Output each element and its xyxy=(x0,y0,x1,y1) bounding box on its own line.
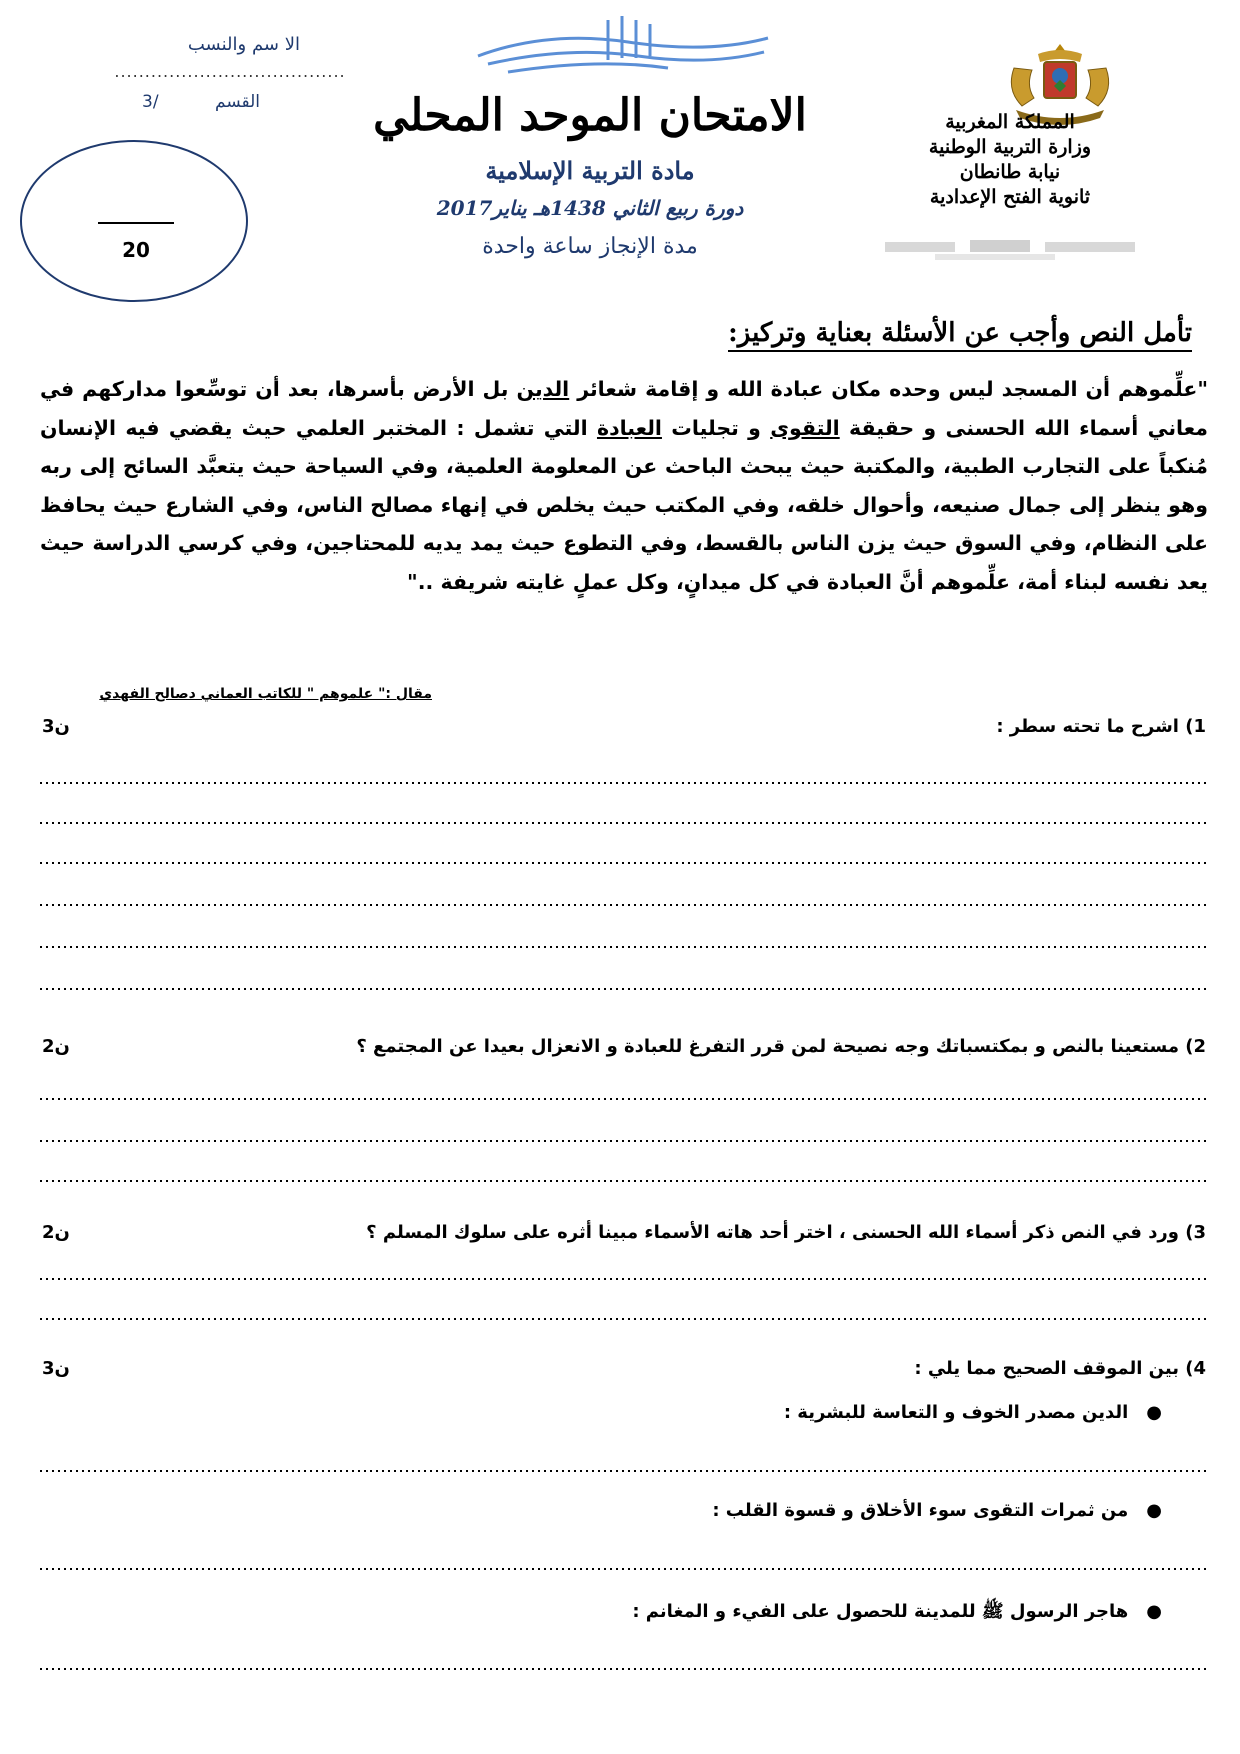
question-4-points: 3ن xyxy=(42,1358,70,1379)
question-1: 1) اشرح ما تحته سطر : xyxy=(996,716,1206,737)
statement-item xyxy=(712,1500,1162,1521)
answer-line[interactable] xyxy=(40,904,1208,906)
exam-duration: مدة الإنجاز ساعة واحدة xyxy=(482,234,698,259)
org-line: وزارة التربية الوطنية xyxy=(928,136,1092,158)
passage-text xyxy=(40,370,1208,601)
grade-total: 20 xyxy=(122,238,150,262)
bullet-icon: ● xyxy=(1146,1601,1162,1622)
class-label: القسم xyxy=(215,92,260,112)
question-1-points: 3ن xyxy=(42,716,70,737)
question-2-points: 2ن xyxy=(42,1036,70,1057)
passage-segment: "علِّموهم أن المسجد ليس وحده مكان عبادة الله و إقامة شعائر xyxy=(569,377,1208,401)
answer-line[interactable] xyxy=(40,988,1208,990)
answer-line[interactable] xyxy=(40,1140,1208,1142)
statement-item xyxy=(784,1402,1162,1423)
answer-line[interactable] xyxy=(40,782,1208,784)
statement-item xyxy=(632,1600,1162,1626)
underlined-word: العبادة xyxy=(596,415,662,440)
student-name-label: الا سم والنسب xyxy=(187,34,300,55)
org-line: المملكة المغربية xyxy=(945,111,1075,133)
answer-line[interactable] xyxy=(40,946,1208,948)
bullet-icon: ● xyxy=(1146,1402,1162,1423)
question-3-points: 2ن xyxy=(42,1222,70,1243)
question-3: 3) ورد في النص ذكر أسماء الله الحسنى ، اختر أحد هاته الأسماء مبينا أثره على سلوك المسلم ؟ xyxy=(366,1222,1206,1243)
answer-line[interactable] xyxy=(40,1568,1208,1570)
question-2: 2) مستعينا بالنص و بمكتسباتك وجه نصيحة لمن قرر التفرغ للعبادة و الانعزال بعيدا عن المجتمع ؟ xyxy=(356,1036,1206,1057)
org-line: نيابة طانطان xyxy=(959,161,1061,183)
class-value: 3/ xyxy=(142,92,159,112)
instruction-heading: تأمل النص وأجب عن الأسئلة بعناية وتركيز: xyxy=(728,318,1192,352)
passage-segment: و تجليات xyxy=(661,415,771,440)
answer-line[interactable] xyxy=(40,1668,1208,1670)
session-date: دورة ربيع الثاني 1438هـ يناير2017 xyxy=(436,196,744,220)
answer-line[interactable] xyxy=(40,1098,1208,1100)
answer-line[interactable] xyxy=(40,1318,1208,1320)
answer-line[interactable] xyxy=(40,822,1208,824)
question-4: 4) بين الموقف الصحيح مما يلي : xyxy=(914,1358,1206,1379)
institution-block xyxy=(860,110,1160,210)
statement-text: من ثمرات التقوى سوء الأخلاق و قسوة القلب : xyxy=(712,1500,1129,1521)
grade-score-line[interactable] xyxy=(98,222,174,224)
faded-stamp-text xyxy=(875,236,1145,262)
answer-line[interactable] xyxy=(40,1278,1208,1280)
org-line: ثانوية الفتح الإعدادية xyxy=(929,186,1091,208)
answer-line[interactable] xyxy=(40,1180,1208,1182)
grade-circle xyxy=(20,140,248,302)
statement-text: الدين مصدر الخوف و التعاسة للبشرية : xyxy=(783,1402,1129,1423)
exam-title: الامتحان الموحد المحلي xyxy=(373,90,807,141)
answer-line[interactable] xyxy=(40,1470,1208,1472)
passage-source: مقال :" علموهم " للكاتب العماني دصالح الفهدي xyxy=(99,686,432,702)
passage-segment: بل الأرض بأسرها، بعد أن توسِّعوا مداركهم في معاني أسماء الله الحسنى و حقيقة xyxy=(40,377,1208,440)
calligraphy-logo xyxy=(468,12,778,82)
bullet-icon: ● xyxy=(1146,1500,1162,1521)
subject-title: مادة التربية الإسلامية xyxy=(485,156,695,185)
student-name-field[interactable]: ...................................... xyxy=(114,62,346,81)
underlined-word: التقوى xyxy=(770,415,840,440)
answer-line[interactable] xyxy=(40,862,1208,864)
statement-text: هاجر الرسول ﷺ للمدينة للحصول على الفيء و المغانم : xyxy=(632,1601,1129,1622)
passage-segment: التي تشمل : المختبر العلمي حيث يقضي فيه الإنسان مُنكباً على التجارب الطبية، والمكتبة حيث يبحث الباحث عن المعلومة العلمية، وفي السياحة حيث يتعبَّد السائح إلى ربه وهو ينظر إلى جمال صنيعه، وأحوال خلقه، وفي المكتب حيث يخلص في إنهاء مصالح الناس، وفي الشارع حيث يحافظ على النظام، وفي السوق حيث يزن الناس بالقسط، وفي التطوع حيث يمد يديه للمحتاجين، وفي كرسي الدراسة حيث يعد نفسه لبناء أمة، علِّموهم أنَّ العبادة في كل ميدانٍ، وكل عملٍ غايته شريفة .." xyxy=(40,415,1208,594)
underlined-word: الدين xyxy=(516,377,570,401)
